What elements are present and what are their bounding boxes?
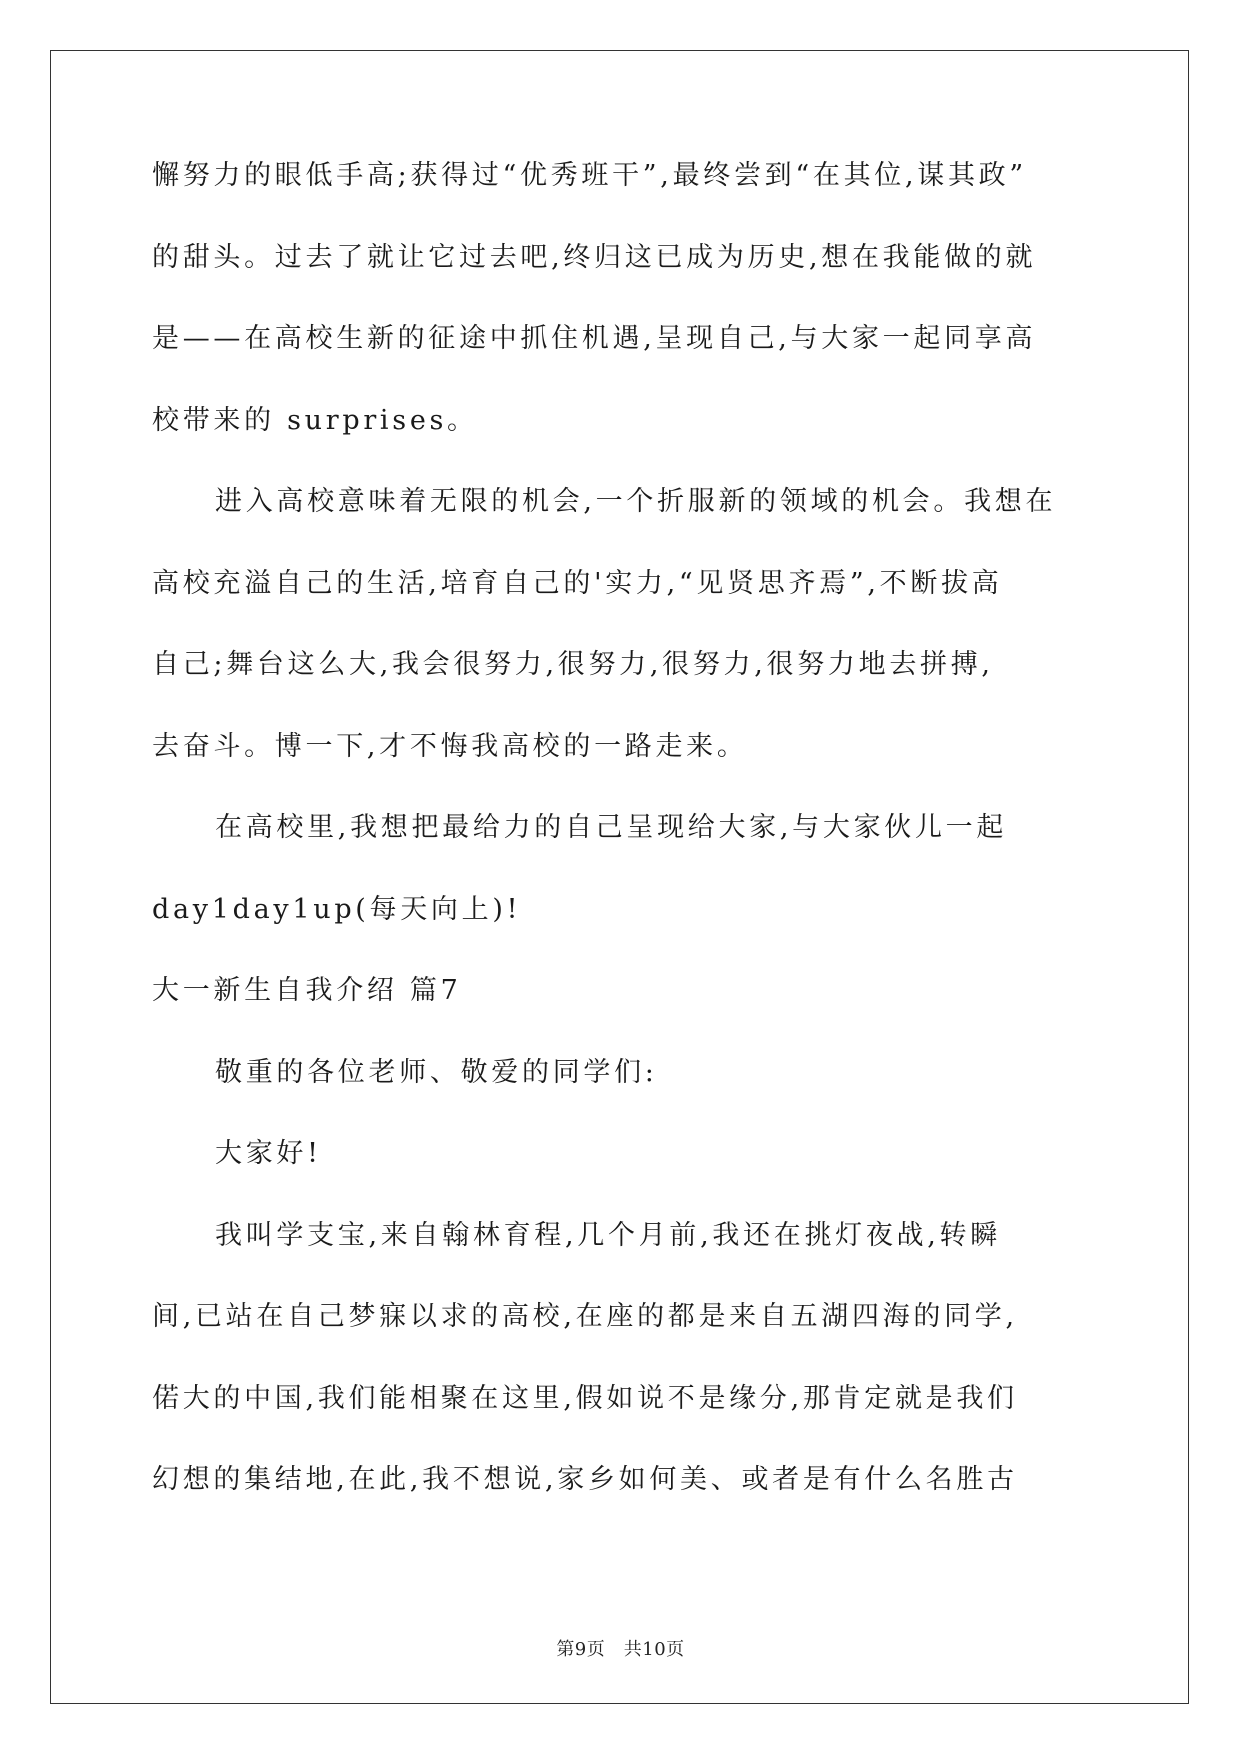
text-line: 去奋斗。博一下,才不悔我高校的一路走来。 [152, 730, 748, 762]
section-heading: 大一新生自我介绍 篇7 [152, 975, 462, 1006]
text-line: 是——在高校生新的征途中抓住机遇,呈现自己,与大家一起同享高 [152, 323, 1037, 354]
text-line: 懈努力的眼低手高;获得过“优秀班干”,最终尝到“在其位,谋其政” [152, 160, 1027, 191]
text-line: 高校充溢自己的生活,培育自己的'实力,“见贤思齐焉”,不断拔高 [152, 567, 1003, 599]
text-line: 自己;舞台这么大,我会很努力,很努力,很努力,很努力地去拼搏, [152, 649, 994, 680]
text-line: 幻想的集结地,在此,我不想说,家乡如何美、或者是有什么名胜古 [152, 1464, 1018, 1495]
text-line: day1day1up(每天向上)! [152, 893, 522, 925]
paragraph-start: 我叫学支宝,来自翰林育程,几个月前,我还在挑灯夜战,转瞬 [215, 1219, 1001, 1251]
text-line: 偌大的中国,我们能相聚在这里,假如说不是缘分,那肯定就是我们 [152, 1382, 1018, 1414]
paragraph-start: 在高校里,我想把最给力的自己呈现给大家,与大家伙儿一起 [215, 812, 1008, 843]
greeting: 大家好! [215, 1138, 322, 1169]
page-number: 第9页 共10页 [556, 1639, 685, 1660]
paragraph-start: 进入高校意味着无限的机会,一个折服新的领域的机会。我想在 [215, 486, 1057, 517]
text-line: 的甜头。过去了就让它过去吧,终归这已成为历史,想在我能做的就 [152, 241, 1037, 273]
text-line: 间,已站在自己梦寐以求的高校,在座的都是来自五湖四海的同学, [152, 1301, 1018, 1332]
document-body [152, 158, 1097, 1544]
salutation: 敬重的各位老师、敬爱的同学们: [215, 1056, 658, 1088]
text-line: 校带来的 surprises。 [152, 404, 478, 436]
